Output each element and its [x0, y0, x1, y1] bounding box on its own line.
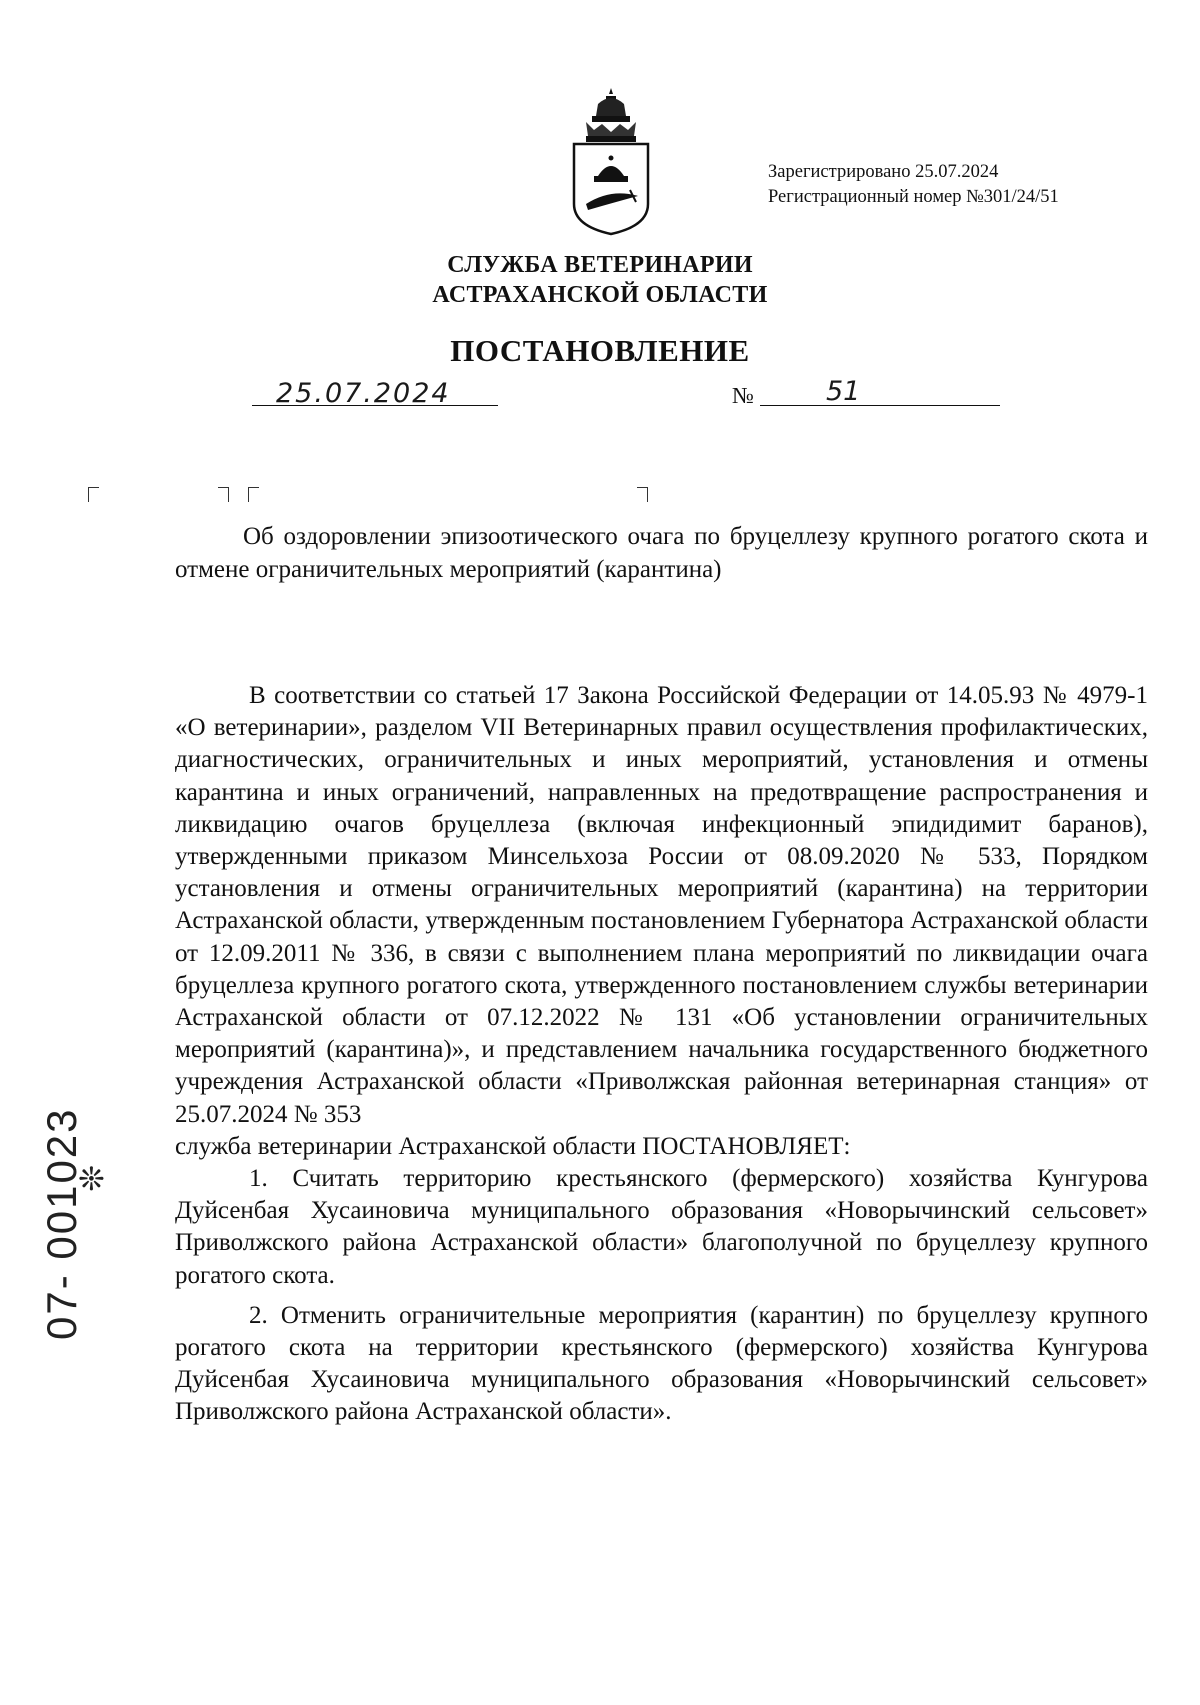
registration-block	[768, 160, 1059, 210]
number-underline	[760, 405, 1000, 406]
handwritten-number: 51	[826, 376, 861, 407]
resolves-line: служба ветеринарии Астраханской области ПОСТАНОВЛЯЕТ:	[175, 1132, 851, 1160]
resolution-item-2: 2. Отменить ограничительные мероприятия (карантин) по бруцеллезу крупного рогатого скота на территории крестьянского (фермерского) хозяйства Кунгурова Дуйсенбая Хусаиновича муниципального образования «Новорычинский сельсовет» Приволжского района Астраханской области».	[175, 1301, 1148, 1426]
org-line-2: АСТРАХАНСКОЙ ОБЛАСТИ	[432, 282, 768, 308]
corner-mark	[218, 487, 229, 502]
number-sign: №	[732, 383, 754, 408]
handwritten-date: 25.07.2024	[276, 378, 451, 409]
side-registration-number: 07- 001023	[38, 1107, 85, 1340]
asterisk-stamp-icon: ❊	[78, 1161, 105, 1197]
corner-mark	[248, 487, 259, 502]
document-type: ПОСТАНОВЛЕНИЕ	[450, 333, 750, 368]
registration-number: Регистрационный номер №301/24/51	[768, 187, 1059, 207]
organization-name	[0, 250, 1200, 310]
document-body	[175, 680, 1148, 1429]
preamble-paragraph: В соответствии со статьей 17 Закона Российской Федерации от 14.05.93 № 4979-1 «О ветеринарии», разделом VII Ветеринарных правил осуществления профилактических, диагностических, ограничительных и иных мероприятий, установления и отмены карантина и иных ограничений, направленных на предотвращение распространения и ликвидацию очагов бруцеллеза (включая инфекционный эпидидимит баранов), утвержденными приказом Минсельхоза России от 08.09.2020 № 533, Порядком установления и отмены ограничительных мероприятий (карантина) на территории Астраханской области, утвержденным постановлением Губернатора Астраханской области от 12.09.2011 № 336, в связи с выполнением плана мероприятий по ликвидации очага бруцеллеза крупного рогатого скота, утвержденного постановлением службы ветеринарии Астраханской области от 07.12.2022 № 131 «Об установлении ограничительных мероприятий (карантина)», и представлением начальника государственного бюджетного учреждения Астраханской области «Приволжская районная ветеринарная станция» от 25.07.2024 № 353	[175, 682, 1148, 1128]
document-subject	[175, 520, 1148, 586]
resolution-item-1: 1. Считать территорию крестьянского (фермерского) хозяйства Кунгурова Дуйсенбая Хусаиновича муниципального образования «Новорычинский сельсовет» Приволжского района Астраханской области» благополучной по бруцеллезу крупного рогатого скота.	[175, 1165, 1148, 1289]
date-underline	[252, 405, 498, 406]
corner-mark	[637, 487, 648, 502]
corner-mark	[88, 487, 99, 502]
org-line-1: СЛУЖБА ВЕТЕРИНАРИИ	[447, 252, 753, 278]
subject-text: Об оздоровлении эпизоотического очага по бруцеллезу крупного рогатого скота и отмене ограничительных мероприятий (карантина)	[175, 523, 1148, 583]
registration-date: Зарегистрировано 25.07.2024	[768, 162, 999, 182]
coat-of-arms-icon	[568, 86, 654, 236]
